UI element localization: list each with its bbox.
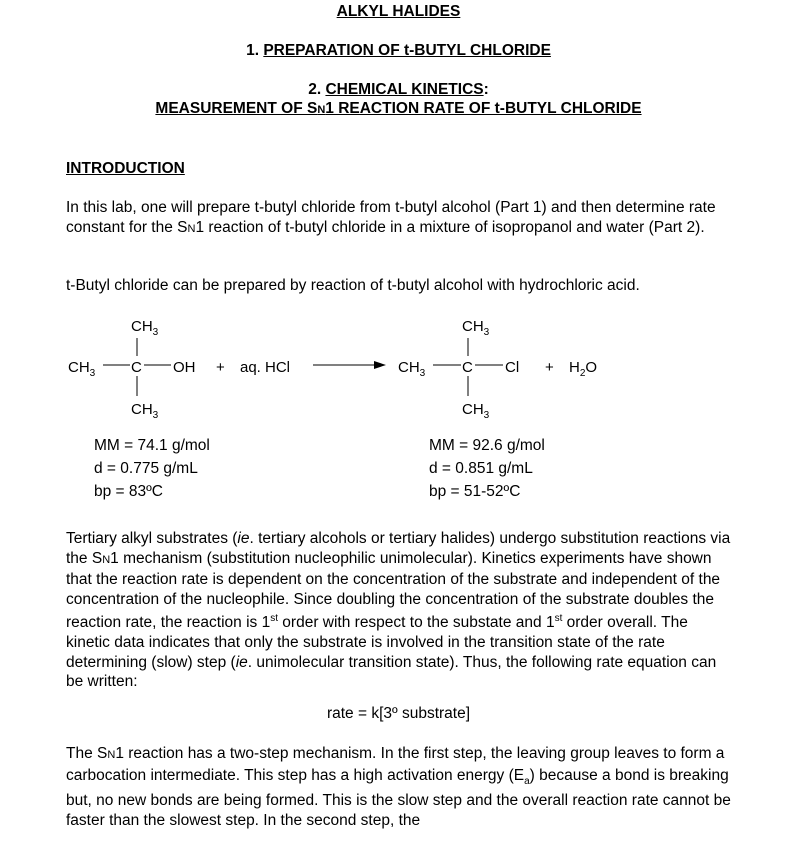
- reaction-arrow: [313, 361, 386, 369]
- part2-number: 2.: [308, 81, 326, 98]
- p4-text-b: 1 reaction has a two-step mechanism. In the first step, the leaving group leaves to form a carbocation intermediate. This step has a high activation energy (E: [66, 745, 725, 784]
- alcohol-properties: [94, 434, 210, 503]
- sn1-kinetics-paragraph: [66, 529, 736, 692]
- alcohol-density: d = 0.775 g/mL: [94, 460, 198, 477]
- hydroxyl-group: OH: [173, 359, 196, 376]
- rate-equation: rate = k[3º substrate]: [326, 705, 471, 722]
- plus-sign-2: +: [545, 359, 554, 376]
- alcohol-molar-mass: MM = 74.1 g/mol: [94, 437, 210, 454]
- subtitle-text-a: MEASUREMENT OF S: [155, 100, 318, 117]
- p3-superscript-1: st: [270, 613, 278, 625]
- p3-ie-2: ie: [235, 653, 248, 671]
- chloride-boiling-point: bp = 51-52ºC: [429, 483, 521, 500]
- right-central-carbon: C: [462, 359, 473, 376]
- left-central-carbon: C: [131, 359, 142, 376]
- p3-ie-1: ie: [237, 530, 250, 547]
- document-title: ALKYL HALIDES: [336, 3, 461, 20]
- part1-title: PREPARATION OF t-BUTYL CHLORIDE: [263, 42, 551, 59]
- p3-text-a: Tertiary alkyl substrates (: [66, 530, 238, 547]
- right-ch3-left: $CH_3$: [398, 359, 426, 379]
- part1-heading: [0, 42, 797, 60]
- sn1-mechanism-paragraph: [66, 744, 736, 830]
- intro-paragraph: [66, 198, 736, 239]
- subtitle-subscript: N: [317, 104, 326, 116]
- p4-text-a: The S: [66, 745, 108, 762]
- subtitle-text-b: 1 REACTION RATE OF t-BUTYL CHLORIDE: [325, 100, 642, 117]
- p3-text-e: order overall. The kinetic data indicates that only the substrate is involved in the transition state of the rate determining (slow) step (: [66, 614, 688, 671]
- p3-text-d: order with respect to the substate and 1: [277, 614, 555, 632]
- left-ch3-top: $CH_3$: [131, 318, 159, 338]
- left-ch3-bottom: $CH_3$: [131, 401, 159, 421]
- chloride-density: d = 0.851 g/mL: [429, 460, 533, 477]
- p3-superscript-2: st: [554, 613, 563, 625]
- part2-title: CHEMICAL KINETICS: [325, 81, 484, 98]
- p1-text-b: 1 reaction of t-butyl chloride in a mixture of isopropanol and water (Part 2).: [195, 218, 705, 236]
- reagent-hcl: aq. HCl: [240, 359, 291, 376]
- chloride-properties: [429, 434, 545, 503]
- alcohol-boiling-point: bp = 83ºC: [94, 483, 164, 500]
- p3-text-b: . tertiary alcohols or tertiary halides) undergo substitution reactions via the S: [66, 530, 731, 567]
- introduction-heading: INTRODUCTION: [66, 160, 185, 177]
- p1-subscript: N: [187, 222, 196, 235]
- p3-text-c: 1 mechanism (substitution nucleophilic unimolecular). Kinetics experiments have shown that the reaction rate is dependent on the concentration of the substrate and independent of the concentration of the nucleophile. Since doubling the concentration of the substrate doubles the reaction rate, the reaction is 1: [66, 549, 721, 632]
- t-butyl-alcohol-structure: [68, 318, 196, 421]
- chloride-molar-mass: MM = 92.6 g/mol: [429, 437, 545, 454]
- p4-text-c: ) because a bond is breaking but, no new bonds are being formed. This is the slow step and the overall reaction rate cannot be faster than the slowest step. In the second step, the: [66, 766, 731, 829]
- p1-text-a: In this lab, one will prepare t-butyl chloride from t-butyl alcohol (Part 1) and then determine rate constant for the S: [66, 199, 716, 236]
- part2-subtitle: [0, 100, 797, 118]
- chlorine-atom: Cl: [505, 359, 520, 376]
- part1-number: 1.: [246, 42, 264, 59]
- part2-heading: [0, 81, 797, 99]
- right-ch3-bottom: $CH_3$: [462, 401, 490, 421]
- p3-text-f: . unimolecular transition state). Thus, the following rate equation can be written:: [66, 653, 717, 691]
- right-ch3-top: $CH_3$: [462, 318, 490, 338]
- plus-sign-1: +: [216, 359, 225, 376]
- p3-subscript: N: [102, 553, 111, 566]
- part2-colon: :: [483, 81, 489, 98]
- p4-subscript-a: a: [524, 775, 530, 787]
- left-ch3-left: $CH_3$: [68, 359, 96, 379]
- prep-sentence: t-Butyl chloride can be prepared by reaction of t-butyl alcohol with hydrochloric acid.: [66, 277, 640, 294]
- t-butyl-chloride-structure: [398, 318, 519, 421]
- p4-subscript: N: [107, 749, 116, 761]
- water-product: $H_2O$: [569, 359, 598, 379]
